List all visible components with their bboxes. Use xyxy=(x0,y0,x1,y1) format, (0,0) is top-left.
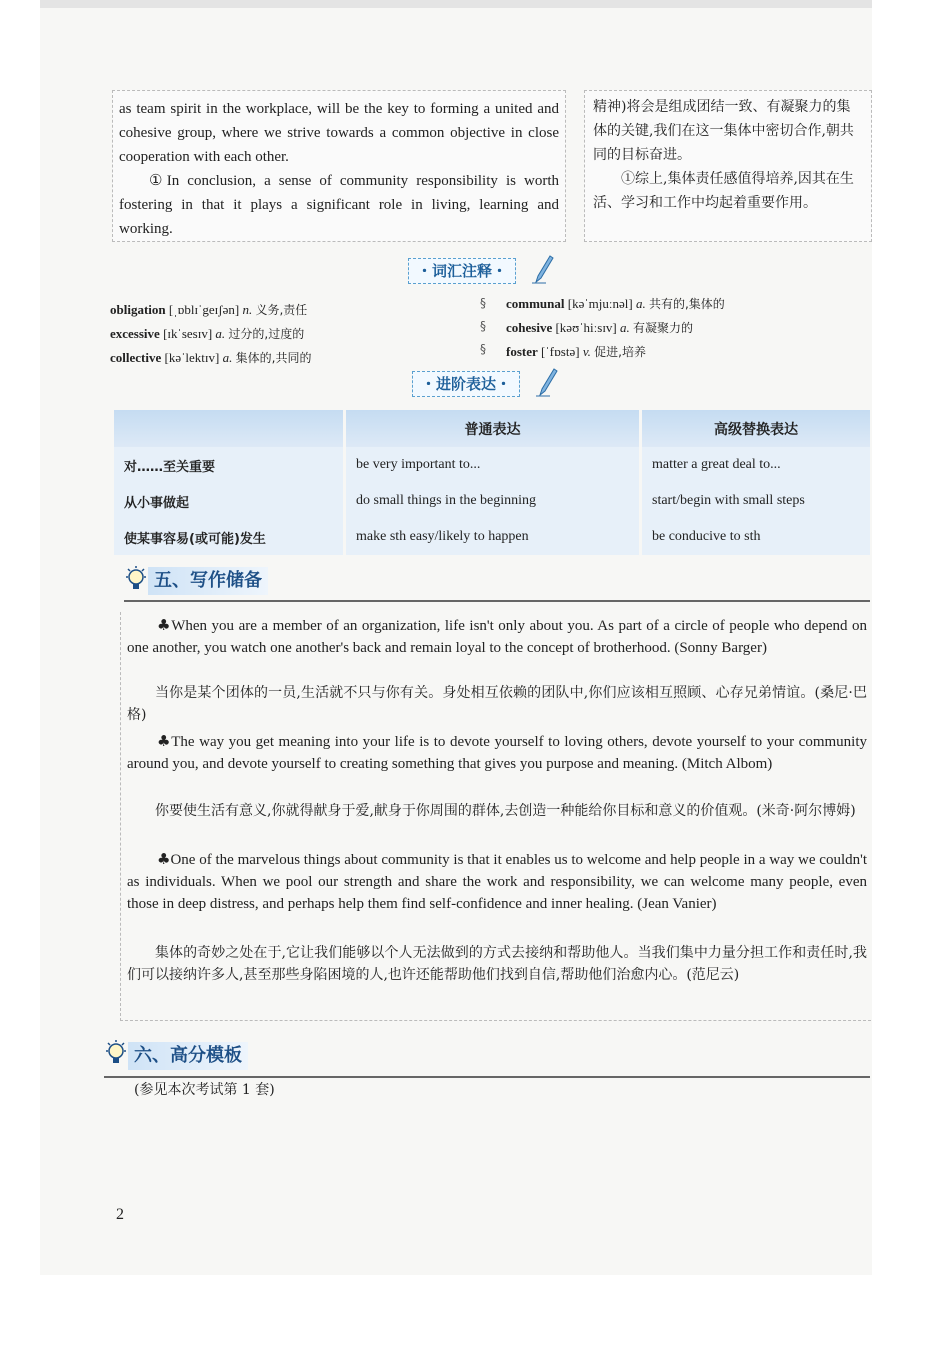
table-cell: be conducive to sth xyxy=(641,519,871,555)
page-number: 2 xyxy=(116,1206,124,1223)
table-header: 普通表达 xyxy=(345,410,641,447)
heading-rule xyxy=(124,600,870,602)
english-passage-box xyxy=(112,90,566,242)
quote-english: ♣The way you get meaning into your life is to devote yourself to loving others, devote yourself to your community around you, and devote yourself to creating something that gives you purpose and meaning. (Mitch Albom) xyxy=(127,732,867,772)
vocab-left-list xyxy=(110,298,470,370)
club-icon: ♣ xyxy=(157,850,171,868)
table-cell: be very important to... xyxy=(345,447,641,483)
advanced-section-title: ・进阶表达・ xyxy=(412,371,520,397)
chinese-passage-box xyxy=(584,90,872,242)
quote-english: ♣One of the marvelous things about community is that it enables us to welcome and help people in a way we couldn't as individuals. When we pool our strength and share the work and responsibility, we can welcome many people, even those in deep distress, and perhaps help them find self-confidence and inner healing. (Jean Vanier) xyxy=(127,850,867,912)
quote-chinese: 你要使生活有意义,你就得献身于爱,献身于你周围的群体,去创造一种能给你目标和意义的价值观。(米奇·阿尔博姆) xyxy=(155,803,856,819)
table-row xyxy=(114,447,870,483)
template-note: (参见本次考试第 1 套) xyxy=(134,1082,275,1098)
table-cell: matter a great deal to... xyxy=(641,447,871,483)
lightbulb-icon xyxy=(124,566,148,594)
table-cell: make sth easy/likely to happen xyxy=(345,519,641,555)
quotes-box xyxy=(120,612,871,1021)
table-cell: do small things in the beginning xyxy=(345,483,641,519)
table-row xyxy=(114,483,870,519)
vocab-entry: foster [ˈfɒstə] v. 促进,培养 xyxy=(506,344,646,359)
quote-chinese: 集体的奇妙之处在于,它让我们能够以个人无法做到的方式去接纳和帮助他人。当我们集中力量分担工作和责任时,我们可以接纳许多人,甚至那些身陷困境的人,也许还能帮助他们找到自信,帮助他们治愈内心。(范尼云) xyxy=(127,945,867,983)
chinese-paragraph-2: ①综上,集体责任感值得培养,因其在生活、学习和工作中均起着重要作用。 xyxy=(593,171,854,211)
vocab-section-title: ・词汇注释・ xyxy=(408,258,516,284)
vocab-right-list xyxy=(506,292,866,364)
table-header-row xyxy=(114,410,870,447)
pen-icon xyxy=(536,367,558,397)
expressions-table xyxy=(114,410,870,555)
vocab-entry: excessive [ɪkˈsesɪv] a. 过分的,过度的 xyxy=(110,326,305,341)
top-edge xyxy=(40,0,872,8)
vocab-divider: § § § xyxy=(480,296,486,356)
vocab-entry: collective [kəˈlektɪv] a. 集体的,共同的 xyxy=(110,350,312,365)
quote-chinese: 当你是某个团体的一员,生活就不只与你有关。身处相互依赖的团队中,你们应该相互照顾、心存兄弟情谊。(桑尼·巴格) xyxy=(127,685,867,723)
chinese-paragraph-1: 精神)将会是组成团结一致、有凝聚力的集体的关键,我们在这一集体中密切合作,朝共同的目标奋进。 xyxy=(593,99,854,163)
vocab-entry: obligation [ˌɒblɪˈgeɪʃən] n. 义务,责任 xyxy=(110,302,308,317)
english-paragraph-2: ①In conclusion, a sense of community responsibility is worth fostering in that it plays a significant role in living, learning and working. xyxy=(119,173,559,237)
table-header xyxy=(114,410,345,447)
pen-icon xyxy=(532,254,554,284)
quote-english: ♣When you are a member of an organization, life isn't only about you. As part of a circle of people who depend on one another, you watch one another's back and remain loyal to the concept of brotherhood. (Sonny Barger) xyxy=(127,616,867,656)
english-paragraph-1: as team spirit in the workplace, will be the key to forming a united and cohesive group, where we strive towards a common objective in close cooperation with each other. xyxy=(119,101,559,165)
vocab-entry: cohesive [kəʊˈhiːsɪv] a. 有凝聚力的 xyxy=(506,320,694,335)
template-heading: 六、高分模板 xyxy=(128,1042,248,1070)
table-cell: start/begin with small steps xyxy=(641,483,871,519)
table-row xyxy=(114,519,870,555)
club-icon: ♣ xyxy=(157,732,172,750)
club-icon: ♣ xyxy=(157,616,172,634)
lightbulb-icon xyxy=(104,1040,128,1068)
table-cell: 使某事容易(或可能)发生 xyxy=(114,519,345,555)
table-cell: 对……至关重要 xyxy=(114,447,345,483)
writing-reserve-heading: 五、写作储备 xyxy=(148,567,268,595)
table-cell: 从小事做起 xyxy=(114,483,345,519)
vocab-entry: communal [kəˈmjuːnəl] a. 共有的,集体的 xyxy=(506,296,725,311)
table-header: 高级替换表达 xyxy=(641,410,871,447)
